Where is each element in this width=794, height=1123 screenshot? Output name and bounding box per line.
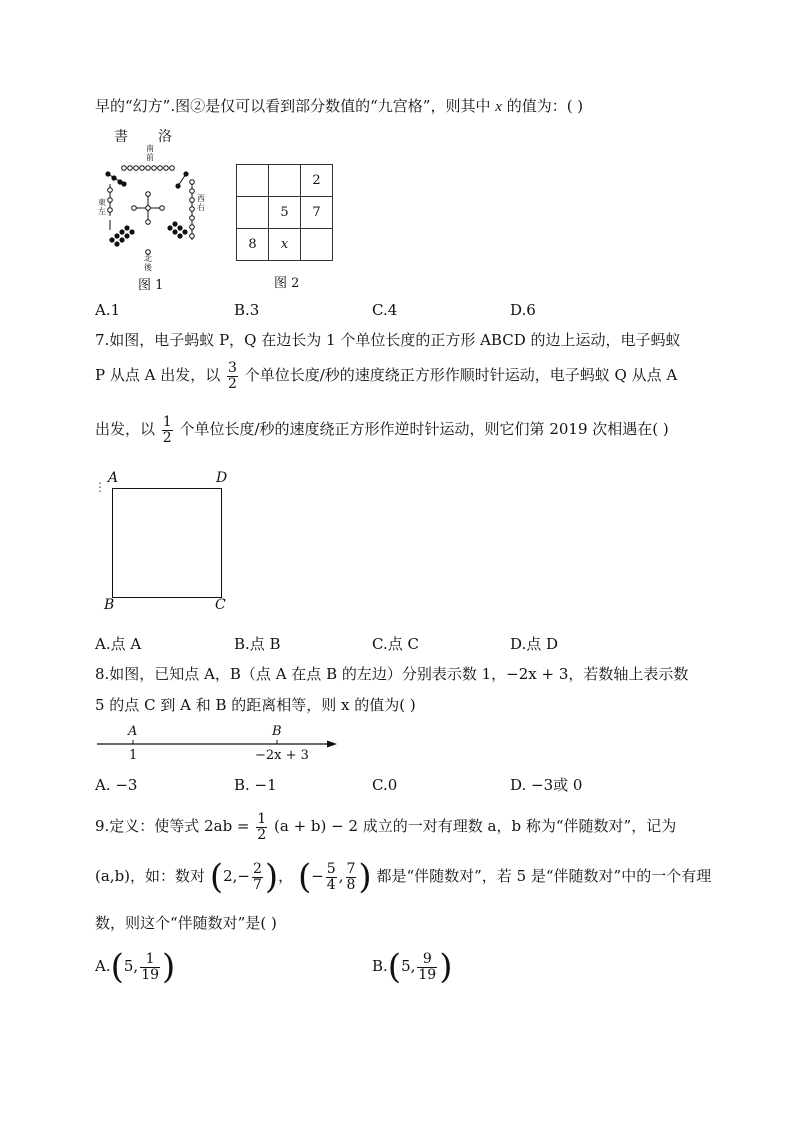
q8-option-d[interactable]: D. −3或 0 (510, 776, 583, 794)
q9-option-a[interactable]: A.(5, $\frac{1}{19}$ ) (95, 947, 176, 987)
q8-line-1: 8.如图，已知点 A，B（点 A 在点 B 的左边）分别表示数 1，−2x + 3，若数轴上表示数 (95, 665, 689, 683)
margin-dots: ⋮ (94, 480, 106, 494)
corner-a-label: A (108, 470, 119, 486)
q7-option-d[interactable]: D.点 D (510, 635, 559, 653)
luoshu-figure (98, 126, 205, 293)
corner-d-label: D (216, 470, 228, 486)
grid-cell: 7 (301, 197, 333, 229)
fraction-7-8: $\frac{7}{8}$ (346, 860, 356, 893)
grid-cell: x (269, 229, 301, 261)
grid-cell (301, 229, 333, 261)
q8-option-c[interactable]: C.0 (372, 776, 398, 794)
fig2-caption: 图 2 (274, 276, 300, 291)
q7-option-a[interactable]: A.点 A (95, 635, 142, 653)
q6-option-d[interactable]: D.6 (510, 301, 536, 319)
axis-point-a-label: A (128, 724, 138, 739)
corner-c-label: C (215, 597, 226, 613)
q8-option-a[interactable]: A. −3 (95, 776, 138, 794)
luoshu-south-label: 南前 (146, 144, 154, 162)
q6-stem: 早的“幻方”.图②是仅可以看到部分数值的“九宫格”，则其中 x 的值为：( ) (95, 97, 584, 115)
q6-option-b[interactable]: B.3 (234, 301, 260, 319)
axis-point-b-value: −2x + 3 (255, 748, 309, 763)
fraction-1-2: $\frac{1}{2}$ (257, 810, 267, 843)
fraction-1-19: $\frac{1}{19}$ (141, 950, 160, 983)
q7-option-c[interactable]: C.点 C (372, 635, 419, 653)
q9-option-b[interactable]: B.(5, $\frac{9}{19}$ ) (372, 947, 453, 987)
square-abcd (112, 488, 222, 598)
q7-line-1: 7.如图，电子蚂蚁 P，Q 在边长为 1 个单位长度的正方形 ABCD 的边上运动，电子蚂蚁 (95, 331, 681, 349)
nine-grid (236, 164, 333, 261)
luoshu-title: 書 洛 (114, 129, 180, 145)
q8-option-b[interactable]: B. −1 (234, 776, 277, 794)
axis-point-a-value: 1 (129, 748, 138, 763)
q7-line-3: 出发，以 $\frac{1}{2}$ 个单位长度/秒的速度绕正方形作逆时针运动，则它们第 2019 次相遇在( ) (95, 413, 669, 446)
q9-line-3: 数，则这个“伴随数对”是( ) (95, 914, 277, 932)
q8-line-2: 5 的点 C 到 A 和 B 的距离相等，则 x 的值为( ) (95, 696, 416, 714)
q7-option-b[interactable]: B.点 B (234, 635, 281, 653)
corner-b-label: B (104, 597, 115, 613)
fraction-9-19: $\frac{9}{19}$ (418, 950, 437, 983)
luoshu-east-label: 東左 (98, 198, 106, 216)
grid-cell: 8 (237, 229, 269, 261)
q7-line-2: P 从点 A 出发，以 $\frac{3}{2}$ 个单位长度/秒的速度绕正方形作顺时针运动，电子蚂蚁 Q 从点 A (95, 359, 678, 392)
grid-cell (237, 165, 269, 197)
axis-point-b-label: B (272, 724, 282, 739)
grid-cell: 2 (301, 165, 333, 197)
grid-cell (269, 165, 301, 197)
grid-cell: 5 (269, 197, 301, 229)
q6-option-c[interactable]: C.4 (372, 301, 398, 319)
q9-line-2: (a,b)，如：数对 (2,− $\frac{2}{7}$ )， (− $\frac{5}{4}$ , $\frac{7}{8}$ ) 都是“伴随数对”，若 5 是“伴随数对”中的一个有理 (95, 857, 712, 897)
fraction-2-7: $\frac{2}{7}$ (252, 860, 262, 893)
q9-line-1: 9.定义：使等式 2ab = $\frac{1}{2}$ (a + b) − 2 成立的一对有理数 a，b 称为“伴随数对”，记为 (95, 810, 677, 843)
number-line-figure (95, 724, 345, 768)
q6-option-a[interactable]: A.1 (95, 301, 121, 319)
fig1-caption: 图 1 (138, 278, 164, 293)
grid-cell (237, 197, 269, 229)
luoshu-north-label: 北後 (144, 254, 152, 272)
luoshu-west-label: 西右 (197, 194, 205, 212)
fraction-3-2: $\frac{3}{2}$ (228, 359, 237, 392)
nine-grid-figure (236, 164, 333, 291)
fraction-5-4: $\frac{5}{4}$ (326, 860, 336, 893)
fraction-1-2: $\frac{1}{2}$ (162, 413, 172, 446)
square-abcd-figure (94, 470, 244, 615)
